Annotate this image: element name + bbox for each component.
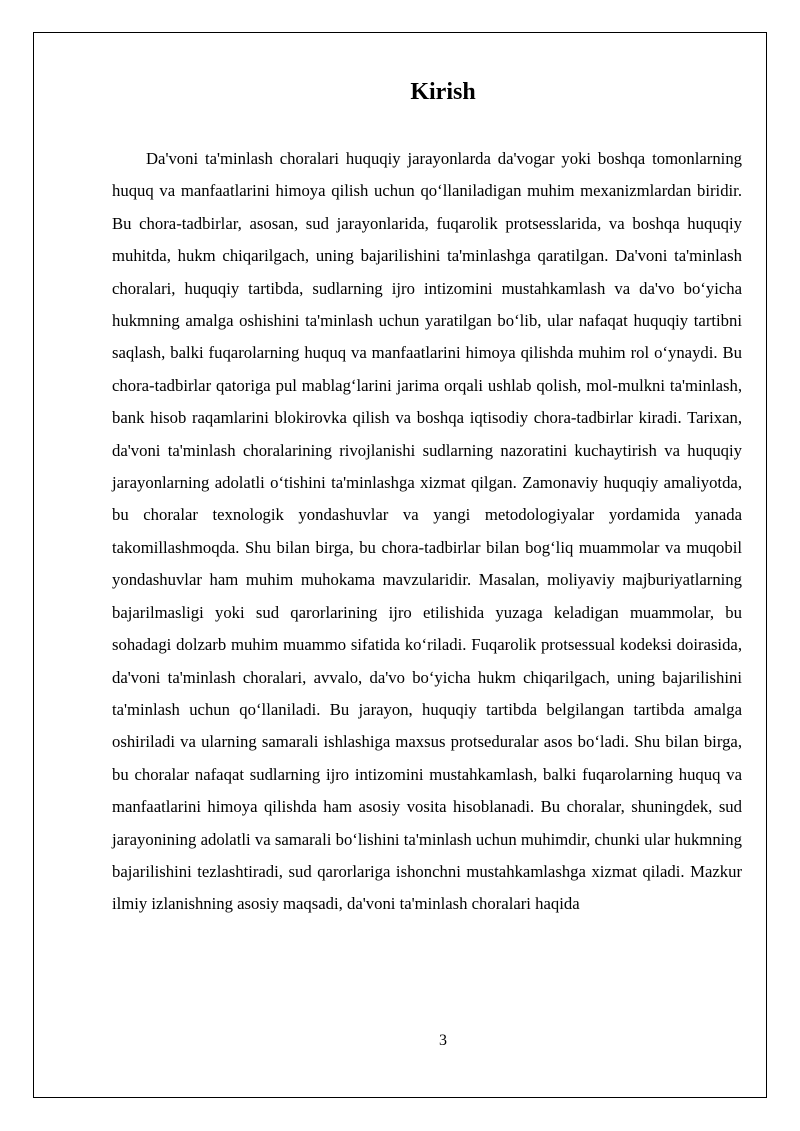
page-title: Kirish xyxy=(410,79,476,105)
page-number: 3 xyxy=(439,1032,447,1049)
body-paragraph: Da'voni ta'minlash choralari huquqiy jarayonlarda da'vogar yoki boshqa tomonlarning huquq va manfaatlarini himoya qilish uchun qo‘llaniladigan muhim mexanizmlardan biridir. Bu chora-tadbirlar, asosan, sud jarayonlarida, fuqarolik protsesslarida, va boshqa huquqiy muhitda, hukm chiqarilgach, uning bajarilishini ta'minlashga qaratilgan. Da'voni ta'minlash choralari, huquqiy tartibda, sudlarning ijro intizomini mustahkamlash va da'vo bo‘yicha hukmning amalga oshishini ta'minlash uchun yaratilgan bo‘lib, ular nafaqat huquqiy tartibni saqlash, balki fuqarolarning huquq va manfaatlarini himoya qilishda muhim rol o‘ynaydi. Bu chora-tadbirlar qatoriga pul mablag‘larini jarima orqali ushlab qolish, mol-mulkni ta'minlash, bank hisob raqamlarini blokirovka qilish va boshqa iqtisodiy chora-tadbirlar kiradi. Tarixan, da'voni ta'minlash choralarining rivojlanishi sudlarning nazoratini kuchaytirish va huquqiy jarayonlarning adolatli o‘tishini ta'minlashga xizmat qilgan. Zamonaviy huquqiy amaliyotda, bu choralar texnologik yondashuvlar va yangi metodologiyalar yordamida yanada takomillashmoqda. Shu bilan birga, bu chora-tadbirlar bilan bog‘liq muammolar va muqobil yondashuvlar ham muhim muhokama mavzularidir. Masalan, moliyaviy majburiyatlarning bajarilmasligi yoki sud qarorlarining ijro etilishida yuzaga keladigan muammolar, bu sohadagi dolzarb muhim muammo sifatida ko‘riladi. Fuqarolik protsessual kodeksi doirasida, da'voni ta'minlash choralari, avvalo, da'vo bo‘yicha hukm chiqarilgach, uning bajarilishini ta'minlash uchun qo‘llaniladi. Bu jarayon, huquqiy tartibda belgilangan tartibda amalga oshiriladi va ularning samarali ishlashiga maxsus protseduralar asos bo‘ladi. Shu bilan birga, bu choralar nafaqat sudlarning ijro intizomini mustahkamlash, balki fuqarolarning huquq va manfaatlarini himoya qilishda ham asosiy vosita hisoblanadi. Bu choralar, shuningdek, sud jarayonining adolatli va samarali bo‘lishini ta'minlash uchun muhimdir, chunki ular hukmning bajarilishini tezlashtiradi, sud qarorlariga ishonchni mustahkamlashga xizmat qiladi. Mazkur ilmiy izlanishning asosiy maqsadi, da'voni ta'minlash choralari haqida xyxy=(112,149,742,914)
